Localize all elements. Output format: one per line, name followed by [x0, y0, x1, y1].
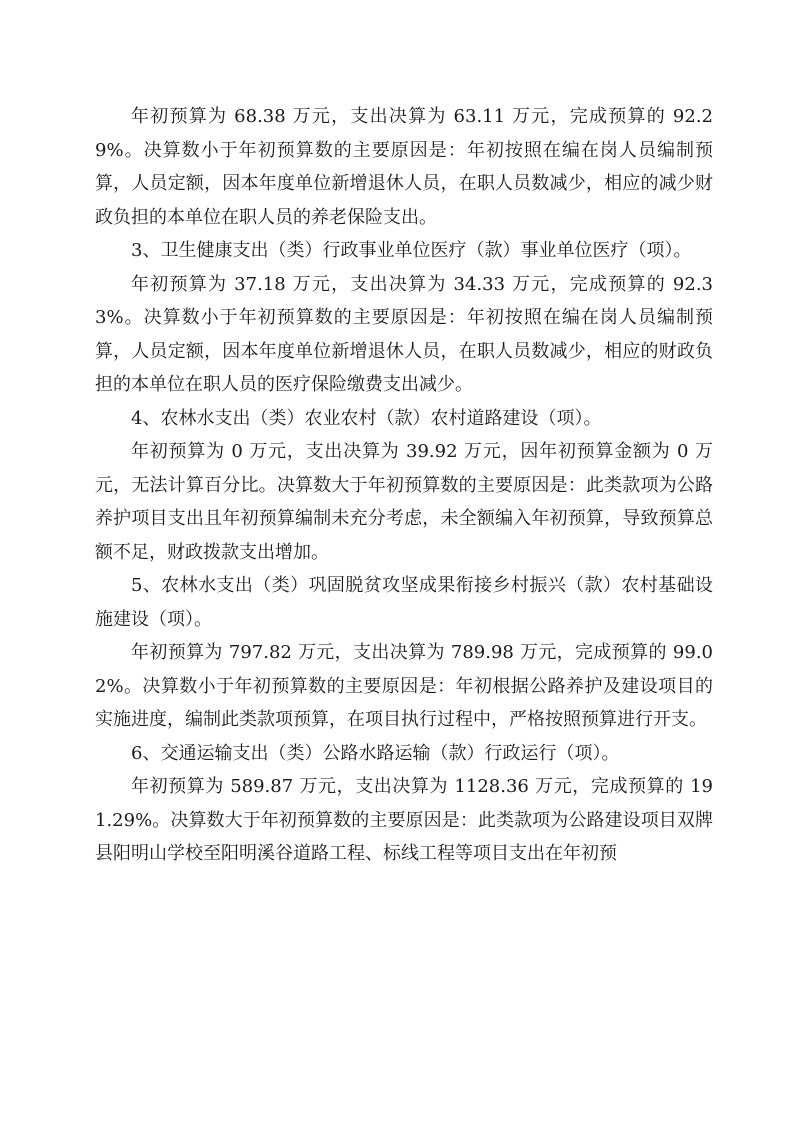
heading-rural-infrastructure: 5、农林水支出（类）巩固脱贫攻坚成果衔接乡村振兴（款）农村基础设施建设（项）。: [95, 575, 713, 630]
paragraph-rural-infrastructure: 年初预算为 797.82 万元，支出决算为 789.98 万元，完成预算的 99.02%。决算数小于年初预算数的主要原因是：年初根据公路养护及建设项目的实施进度，编制此类款项预算，在项目执行过程中，严格按照预算进行开支。: [95, 642, 713, 730]
heading-rural-road-construction: 4、农林水支出（类）农业农村（款）农村道路建设（项）。: [131, 407, 602, 429]
heading-health-expenditure: 3、卫生健康支出（类）行政事业单位医疗（款）事业单位医疗（项）。: [131, 240, 692, 261]
paragraph-health-expenditure: 年初预算为 37.18 万元，支出决算为 34.33 万元，完成预算的 92.33%。决算数小于年初预算数的主要原因是：年初按照在编在岗人员编制预算，人员定额，因本年度单位新增退休人员，在职人员数减少，相应的财政负担的本单位在职人员的医疗保险缴费支出减少。: [95, 273, 713, 395]
paragraph-transport-administration: 年初预算为 589.87 万元，支出决算为 1128.36 万元，完成预算的 191.29%。决算数大于年初预算数的主要原因是：此类款项为公路建设项目双牌县阳明山学校至阳明溪谷道路工程、标线工程等项目支出在年初预: [95, 776, 713, 864]
heading-transport-administration: 6、交通运输支出（类）公路水路运输（款）行政运行（项）。: [131, 742, 620, 764]
document-body: [95, 100, 713, 871]
paragraph-rural-road-construction: 年初预算为 0 万元，支出决算为 39.92 万元，因年初预算金额为 0 万元，无法计算百分比。决算数大于年初预算数的主要原因是：此类款项为公路养护项目支出且年初预算编制未充分考虑，未全额编入年初预算，导致预算总额不足，财政拨款支出增加。: [95, 441, 713, 563]
paragraph-pension-expenditure: 年初预算为 68.38 万元，支出决算为 63.11 万元，完成预算的 92.29%。决算数小于年初预算数的主要原因是：年初按照在编在岗人员编制预算，人员定额，因本年度单位新增退休人员，在职人员数减少，相应的减少财政负担的本单位在职人员的养老保险支出。: [95, 106, 713, 228]
